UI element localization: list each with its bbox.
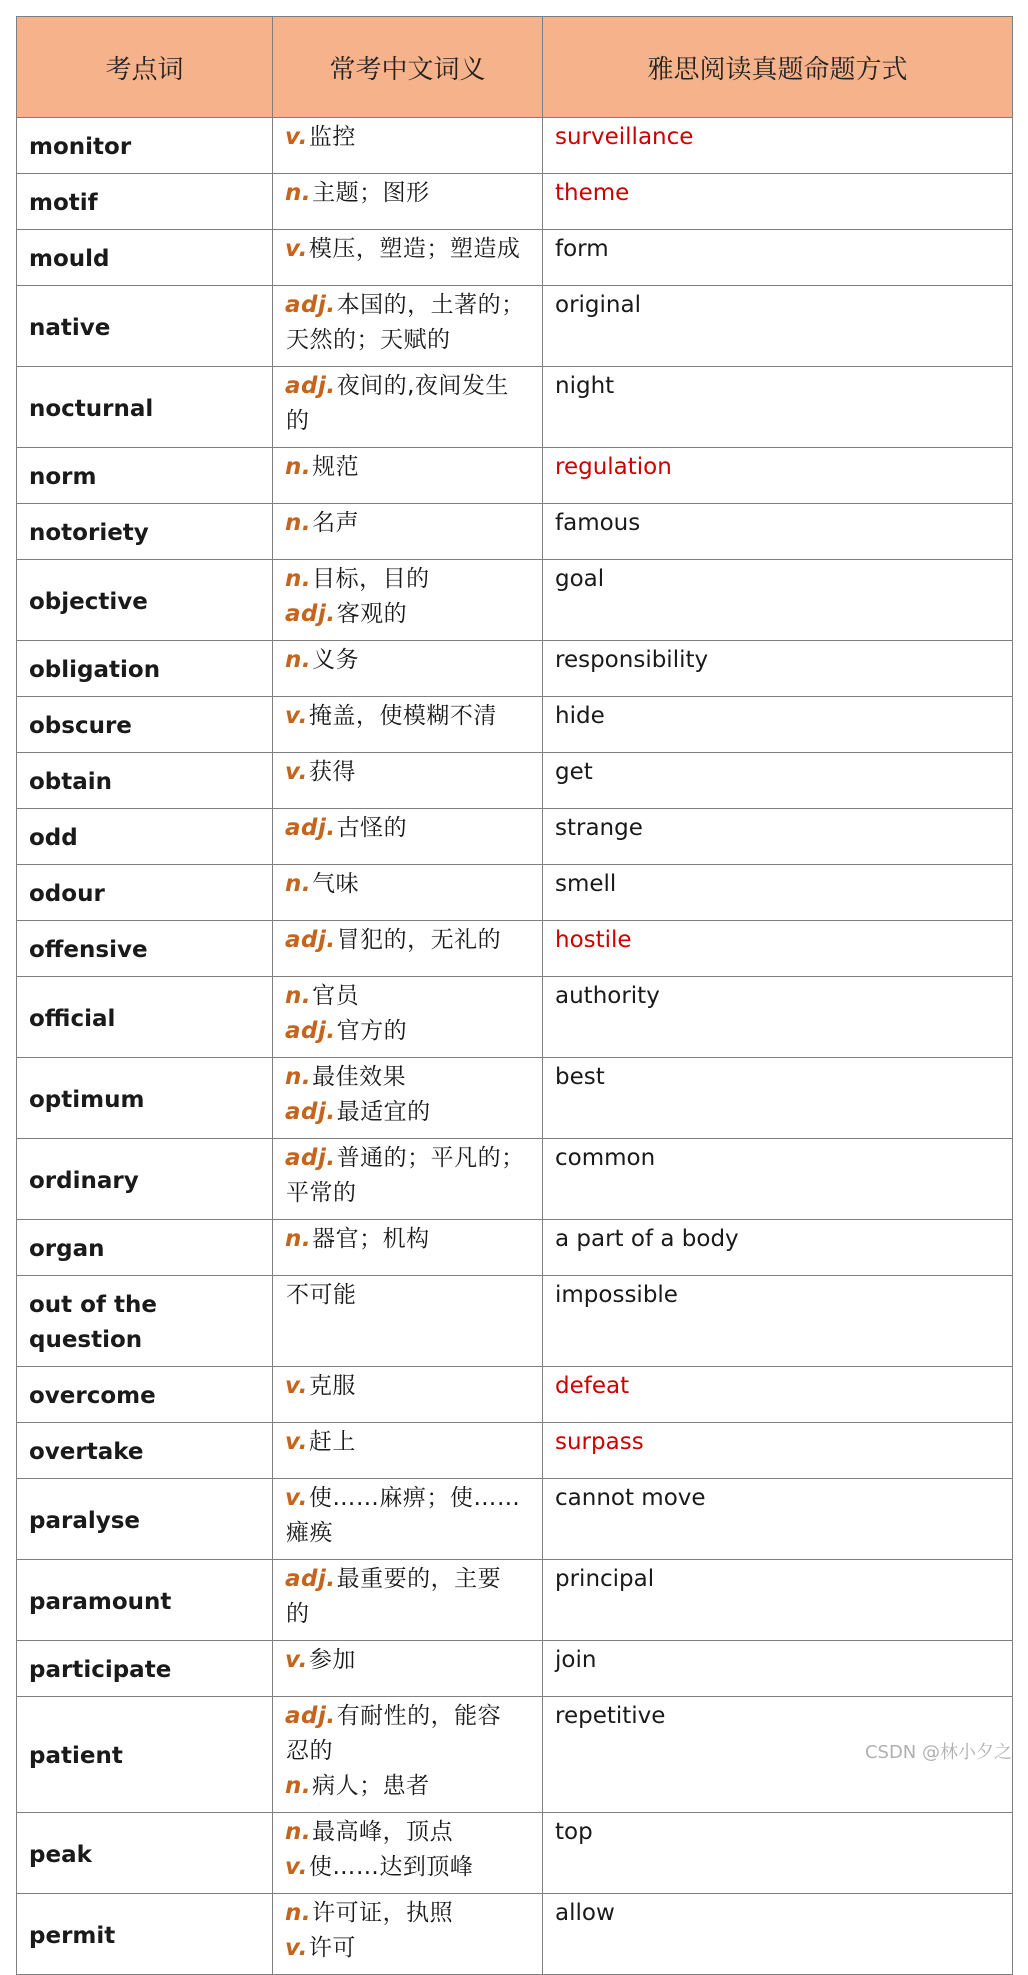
table-row bbox=[17, 1058, 1013, 1139]
table-row bbox=[17, 921, 1013, 977]
meaning-text: 普通的；平凡的； bbox=[336, 1145, 525, 1171]
table-row bbox=[17, 1139, 1013, 1220]
exam-paraphrase-cell: night bbox=[543, 367, 1013, 448]
meaning-text: 的 bbox=[286, 408, 310, 434]
part-of-speech: adj. bbox=[285, 1145, 336, 1171]
meaning-line bbox=[285, 506, 532, 541]
table-row bbox=[17, 504, 1013, 560]
meaning-line bbox=[285, 811, 532, 846]
exam-paraphrase-cell: surpass bbox=[543, 1423, 1013, 1479]
meaning-line bbox=[285, 1014, 532, 1049]
meaning-text: 最高峰，顶点 bbox=[312, 1819, 454, 1845]
meaning-cell bbox=[273, 641, 543, 697]
meaning-line bbox=[285, 755, 532, 790]
keyword-cell: official bbox=[17, 977, 273, 1058]
meaning-line bbox=[285, 1562, 532, 1597]
meaning-cell bbox=[273, 1560, 543, 1641]
exam-paraphrase-cell: form bbox=[543, 230, 1013, 286]
meaning-cell bbox=[273, 1697, 543, 1813]
meaning-text: 官员 bbox=[312, 983, 360, 1009]
meaning-cell bbox=[273, 697, 543, 753]
meaning-line bbox=[285, 176, 532, 211]
table-row bbox=[17, 697, 1013, 753]
part-of-speech: n. bbox=[285, 871, 312, 897]
meaning-text: 天然的；天赋的 bbox=[286, 327, 451, 353]
meaning-text: 的 bbox=[286, 1601, 310, 1627]
meaning-text: 忍的 bbox=[286, 1738, 333, 1764]
keyword-cell: permit bbox=[17, 1894, 273, 1975]
exam-paraphrase-cell: get bbox=[543, 753, 1013, 809]
table-row bbox=[17, 448, 1013, 504]
part-of-speech: v. bbox=[285, 124, 308, 150]
meaning-text: 冒犯的，无礼的 bbox=[336, 927, 502, 953]
keyword-cell: obscure bbox=[17, 697, 273, 753]
meaning-line bbox=[285, 699, 532, 734]
meaning-cell bbox=[273, 1894, 543, 1975]
keyword-cell: norm bbox=[17, 448, 273, 504]
exam-paraphrase-cell: cannot move bbox=[543, 1479, 1013, 1560]
meaning-line bbox=[285, 562, 532, 597]
exam-paraphrase-cell: goal bbox=[543, 560, 1013, 641]
meaning-line bbox=[285, 1425, 532, 1460]
meaning-line bbox=[285, 288, 532, 323]
meaning-cell bbox=[273, 1139, 543, 1220]
keyword-cell: native bbox=[17, 286, 273, 367]
keyword-cell: participate bbox=[17, 1641, 273, 1697]
meaning-line bbox=[285, 1060, 532, 1095]
header-exam-paraphrase: 雅思阅读真题命题方式 bbox=[543, 17, 1013, 118]
table-row bbox=[17, 1560, 1013, 1641]
meaning-text: 不可能 bbox=[286, 1282, 357, 1308]
meaning-cell bbox=[273, 809, 543, 865]
part-of-speech: n. bbox=[285, 983, 312, 1009]
keyword-cell: notoriety bbox=[17, 504, 273, 560]
meaning-text: 最适宜的 bbox=[336, 1099, 431, 1125]
meaning-line bbox=[285, 923, 532, 958]
exam-paraphrase-cell: repetitive bbox=[543, 1697, 1013, 1813]
keyword-cell: peak bbox=[17, 1813, 273, 1894]
keyword-cell: monitor bbox=[17, 118, 273, 174]
keyword-cell: mould bbox=[17, 230, 273, 286]
keyword-cell: paramount bbox=[17, 1560, 273, 1641]
watermark: CSDN @林小夕之 bbox=[864, 1742, 1012, 1763]
exam-paraphrase-cell: allow bbox=[543, 1894, 1013, 1975]
meaning-cell bbox=[273, 230, 543, 286]
meaning-cell bbox=[273, 118, 543, 174]
meaning-text: 掩盖，使模糊不清 bbox=[308, 703, 497, 729]
part-of-speech: adj. bbox=[285, 1566, 336, 1592]
meaning-text: 获得 bbox=[308, 759, 356, 785]
table-row bbox=[17, 1813, 1013, 1894]
meaning-cell bbox=[273, 1276, 543, 1367]
meaning-line bbox=[285, 1516, 532, 1551]
meaning-line bbox=[285, 323, 532, 358]
meaning-line bbox=[285, 597, 532, 632]
meaning-text: 最重要的，主要 bbox=[336, 1566, 502, 1592]
keyword-cell: organ bbox=[17, 1220, 273, 1276]
part-of-speech: adj. bbox=[285, 1703, 336, 1729]
part-of-speech: n. bbox=[285, 647, 312, 673]
meaning-cell bbox=[273, 560, 543, 641]
exam-paraphrase-cell: surveillance bbox=[543, 118, 1013, 174]
exam-paraphrase-cell: join bbox=[543, 1641, 1013, 1697]
table-row bbox=[17, 641, 1013, 697]
meaning-cell bbox=[273, 1367, 543, 1423]
part-of-speech: n. bbox=[285, 510, 312, 536]
table-row bbox=[17, 118, 1013, 174]
keyword-cell: objective bbox=[17, 560, 273, 641]
part-of-speech: v. bbox=[285, 1373, 308, 1399]
keyword-cell: motif bbox=[17, 174, 273, 230]
part-of-speech: v. bbox=[285, 1485, 308, 1511]
meaning-line bbox=[285, 450, 532, 485]
keyword-cell: overtake bbox=[17, 1423, 273, 1479]
exam-paraphrase-cell: regulation bbox=[543, 448, 1013, 504]
exam-paraphrase-cell: responsibility bbox=[543, 641, 1013, 697]
meaning-text: 平常的 bbox=[286, 1180, 357, 1206]
keyword-cell: paralyse bbox=[17, 1479, 273, 1560]
part-of-speech: n. bbox=[285, 454, 312, 480]
keyword-cell: obtain bbox=[17, 753, 273, 809]
meaning-text: 名声 bbox=[312, 510, 360, 536]
meaning-line bbox=[285, 1481, 532, 1516]
meaning-line bbox=[285, 1141, 532, 1176]
part-of-speech: n. bbox=[285, 1773, 312, 1799]
meaning-text: 器官；机构 bbox=[312, 1226, 430, 1252]
meaning-cell bbox=[273, 448, 543, 504]
table-row bbox=[17, 1697, 1013, 1813]
meaning-text: 目标，目的 bbox=[312, 566, 430, 592]
table-row bbox=[17, 230, 1013, 286]
vocab-table bbox=[16, 16, 1013, 1975]
table-row bbox=[17, 809, 1013, 865]
keyword-cell: odd bbox=[17, 809, 273, 865]
table-row bbox=[17, 977, 1013, 1058]
meaning-line bbox=[285, 369, 532, 404]
part-of-speech: n. bbox=[285, 180, 312, 206]
meaning-line bbox=[285, 1095, 532, 1130]
meaning-cell bbox=[273, 921, 543, 977]
meaning-text: 参加 bbox=[308, 1647, 356, 1673]
meaning-line bbox=[285, 643, 532, 678]
meaning-line bbox=[285, 1176, 532, 1211]
meaning-line bbox=[285, 1597, 532, 1632]
meaning-text: 赶上 bbox=[308, 1429, 356, 1455]
part-of-speech: adj. bbox=[285, 1018, 336, 1044]
part-of-speech: v. bbox=[285, 1935, 308, 1961]
meaning-line bbox=[285, 1769, 532, 1804]
meaning-cell bbox=[273, 1641, 543, 1697]
meaning-text: 使……达到顶峰 bbox=[308, 1854, 474, 1880]
meaning-cell bbox=[273, 977, 543, 1058]
keyword-cell: nocturnal bbox=[17, 367, 273, 448]
exam-paraphrase-cell: hostile bbox=[543, 921, 1013, 977]
meaning-text: 瘫痪 bbox=[286, 1520, 333, 1546]
table-row bbox=[17, 367, 1013, 448]
keyword-cell: optimum bbox=[17, 1058, 273, 1139]
meaning-line bbox=[285, 867, 532, 902]
meaning-line bbox=[285, 404, 532, 439]
meaning-cell bbox=[273, 1813, 543, 1894]
keyword-cell: ordinary bbox=[17, 1139, 273, 1220]
part-of-speech: adj. bbox=[285, 1099, 336, 1125]
exam-paraphrase-cell: top bbox=[543, 1813, 1013, 1894]
table-row bbox=[17, 286, 1013, 367]
part-of-speech: n. bbox=[285, 1819, 312, 1845]
meaning-line bbox=[285, 979, 532, 1014]
meaning-line bbox=[285, 1734, 532, 1769]
table-body bbox=[17, 118, 1013, 1975]
exam-paraphrase-cell: impossible bbox=[543, 1276, 1013, 1367]
meaning-cell bbox=[273, 504, 543, 560]
meaning-text: 最佳效果 bbox=[312, 1064, 407, 1090]
part-of-speech: n. bbox=[285, 1064, 312, 1090]
part-of-speech: v. bbox=[285, 236, 308, 262]
exam-paraphrase-cell: original bbox=[543, 286, 1013, 367]
keyword-cell: obligation bbox=[17, 641, 273, 697]
part-of-speech: v. bbox=[285, 1647, 308, 1673]
exam-paraphrase-cell: strange bbox=[543, 809, 1013, 865]
meaning-text: 客观的 bbox=[336, 601, 408, 627]
meaning-cell bbox=[273, 174, 543, 230]
meaning-cell bbox=[273, 865, 543, 921]
exam-paraphrase-cell: famous bbox=[543, 504, 1013, 560]
part-of-speech: v. bbox=[285, 703, 308, 729]
exam-paraphrase-cell: a part of a body bbox=[543, 1220, 1013, 1276]
meaning-text: 古怪的 bbox=[336, 815, 408, 841]
meaning-cell bbox=[273, 1058, 543, 1139]
exam-paraphrase-cell: theme bbox=[543, 174, 1013, 230]
exam-paraphrase-cell: common bbox=[543, 1139, 1013, 1220]
meaning-cell bbox=[273, 1220, 543, 1276]
header-keyword: 考点词 bbox=[17, 17, 273, 118]
keyword-cell: offensive bbox=[17, 921, 273, 977]
table-row bbox=[17, 1641, 1013, 1697]
part-of-speech: adj. bbox=[285, 815, 336, 841]
part-of-speech: v. bbox=[285, 1429, 308, 1455]
part-of-speech: n. bbox=[285, 566, 312, 592]
meaning-cell bbox=[273, 1423, 543, 1479]
meaning-line bbox=[285, 1896, 532, 1931]
part-of-speech: adj. bbox=[285, 601, 336, 627]
table-row bbox=[17, 865, 1013, 921]
exam-paraphrase-cell: defeat bbox=[543, 1367, 1013, 1423]
table-row bbox=[17, 1423, 1013, 1479]
keyword-cell: out of the question bbox=[17, 1276, 273, 1367]
exam-paraphrase-cell: principal bbox=[543, 1560, 1013, 1641]
meaning-line bbox=[285, 1643, 532, 1678]
exam-paraphrase-cell: best bbox=[543, 1058, 1013, 1139]
meaning-cell bbox=[273, 753, 543, 809]
table-row bbox=[17, 1479, 1013, 1560]
part-of-speech: n. bbox=[285, 1900, 312, 1926]
meaning-text: 规范 bbox=[312, 454, 360, 480]
meaning-text: 监控 bbox=[308, 124, 356, 150]
meaning-line bbox=[285, 1699, 532, 1734]
meaning-cell bbox=[273, 1479, 543, 1560]
table-row bbox=[17, 753, 1013, 809]
meaning-text: 本国的，土著的； bbox=[336, 292, 525, 318]
part-of-speech: adj. bbox=[285, 927, 336, 953]
part-of-speech: n. bbox=[285, 1226, 312, 1252]
meaning-text: 模压，塑造；塑造成 bbox=[308, 236, 521, 262]
meaning-text: 夜间的,夜间发生 bbox=[336, 373, 509, 399]
meaning-text: 主题；图形 bbox=[312, 180, 430, 206]
exam-paraphrase-cell: authority bbox=[543, 977, 1013, 1058]
meaning-cell bbox=[273, 286, 543, 367]
meaning-line bbox=[285, 1369, 532, 1404]
exam-paraphrase-cell: smell bbox=[543, 865, 1013, 921]
meaning-line bbox=[285, 1278, 532, 1313]
meaning-text: 病人；患者 bbox=[312, 1773, 430, 1799]
exam-paraphrase-cell: hide bbox=[543, 697, 1013, 753]
meaning-text: 官方的 bbox=[336, 1018, 408, 1044]
meaning-line bbox=[285, 1222, 532, 1257]
meaning-text: 有耐性的，能容 bbox=[336, 1703, 502, 1729]
table-row bbox=[17, 174, 1013, 230]
table-row bbox=[17, 560, 1013, 641]
meaning-line bbox=[285, 1931, 532, 1966]
part-of-speech: v. bbox=[285, 1854, 308, 1880]
meaning-line bbox=[285, 120, 532, 155]
meaning-line bbox=[285, 1850, 532, 1885]
header-chinese-meaning: 常考中文词义 bbox=[273, 17, 543, 118]
meaning-cell bbox=[273, 367, 543, 448]
meaning-text: 使……麻痹；使…… bbox=[308, 1485, 521, 1511]
meaning-text: 许可 bbox=[308, 1935, 356, 1961]
part-of-speech: v. bbox=[285, 759, 308, 785]
keyword-cell: patient bbox=[17, 1697, 273, 1813]
keyword-cell: odour bbox=[17, 865, 273, 921]
table-row bbox=[17, 1220, 1013, 1276]
meaning-text: 克服 bbox=[308, 1373, 356, 1399]
table-row bbox=[17, 1894, 1013, 1975]
table-row bbox=[17, 1367, 1013, 1423]
part-of-speech: adj. bbox=[285, 373, 336, 399]
meaning-line bbox=[285, 1815, 532, 1850]
meaning-line bbox=[285, 232, 532, 267]
table-row bbox=[17, 1276, 1013, 1367]
header-row bbox=[17, 17, 1013, 118]
part-of-speech: adj. bbox=[285, 292, 336, 318]
keyword-cell: overcome bbox=[17, 1367, 273, 1423]
meaning-text: 气味 bbox=[312, 871, 360, 897]
meaning-text: 义务 bbox=[312, 647, 360, 673]
meaning-text: 许可证，执照 bbox=[312, 1900, 454, 1926]
